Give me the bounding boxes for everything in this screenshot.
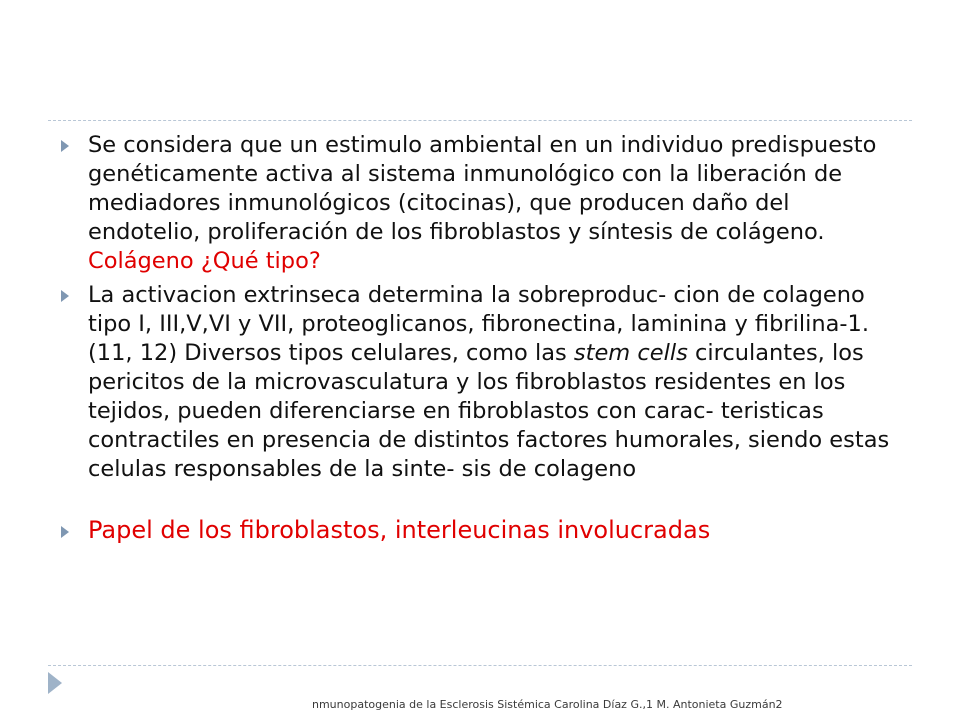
bullet-2-italic: stem cells <box>573 340 688 366</box>
bullet-item-3 <box>58 516 908 545</box>
triangle-bullet-icon <box>61 526 69 538</box>
play-arrow-icon <box>48 672 62 694</box>
top-divider <box>48 120 912 121</box>
bullet-2-text-after: circulantes, los pericitos de la microvasculatura y los fibroblastos residentes en los tejidos, pueden diferenciarse en fibroblastos con carac- teristicas contractiles en presencia de distintos factores humorales, siendo estas celulas responsables de la sinte- sis de colageno <box>88 340 890 482</box>
bullet-2-text-before: La activacion extrinseca determina la sobreproduc- cion de colageno tipo I, III,V,VI y VII, proteoglicanos, fibronectina, laminina y fibrilina-1.(11, 12) Diversos tipos celulares, como las <box>88 282 870 366</box>
triangle-bullet-icon <box>61 140 69 152</box>
triangle-bullet-icon <box>61 290 69 302</box>
bullet-3-text: Papel de los fibroblastos, interleucinas involucradas <box>88 516 711 544</box>
bullet-list <box>58 131 908 545</box>
bullet-1-highlight: Colágeno ¿Qué tipo? <box>88 248 321 274</box>
bullet-1-text: Se considera que un estimulo ambiental en un individuo predispuesto genéticamente activa al sistema inmunológico con la liberación de mediadores inmunológicos (citocinas), que producen daño del endotelio, proliferación de los fibroblastos y síntesis de colágeno. <box>88 132 877 245</box>
footer-citation: nmunopatogenia de la Esclerosis Sistémica Carolina Díaz G.,1 M. Antonieta Guzmán2 <box>312 698 783 711</box>
bottom-divider <box>48 665 912 666</box>
bullet-item-2 <box>58 281 908 484</box>
bullet-item-1 <box>58 131 908 276</box>
